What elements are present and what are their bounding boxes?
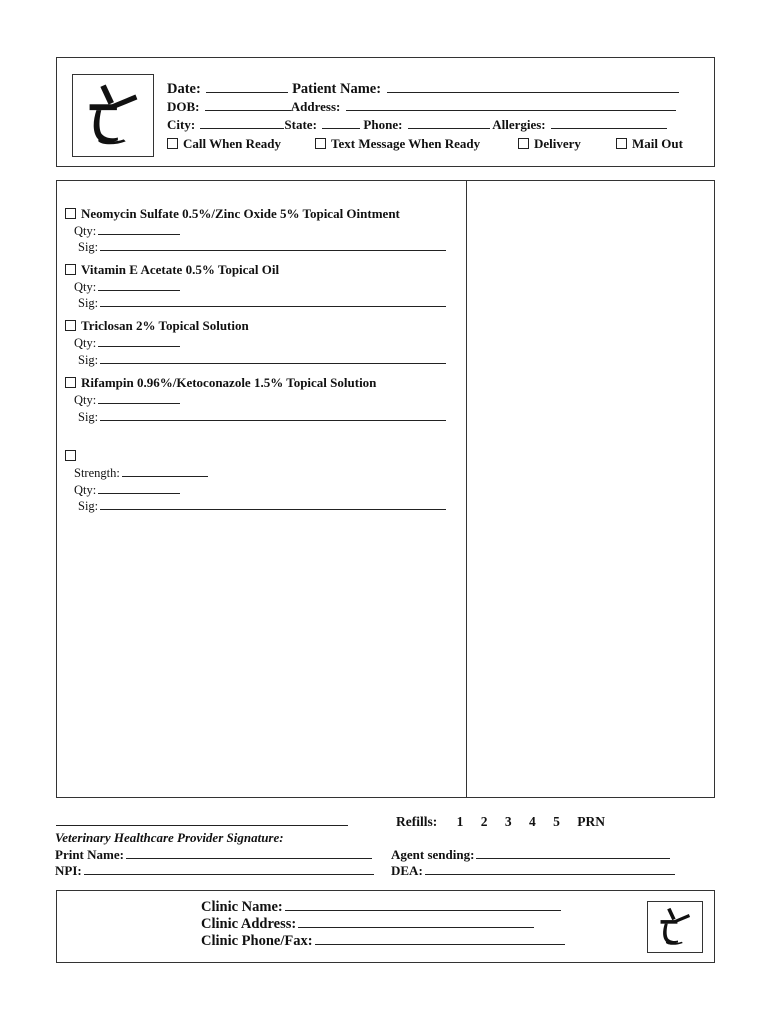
qty-field[interactable]: [98, 392, 180, 404]
allergies-field[interactable]: [551, 117, 667, 129]
phone-field[interactable]: [408, 117, 490, 129]
header-row-2: [167, 99, 676, 115]
refill-option-1[interactable]: 1: [456, 814, 464, 829]
refill-option-4[interactable]: 4: [529, 814, 536, 829]
refill-option-prn[interactable]: PRN: [577, 814, 605, 829]
dob-field[interactable]: [205, 99, 291, 111]
state-label: State:: [284, 117, 317, 132]
qty-field[interactable]: [98, 223, 180, 235]
signature-label: Veterinary Healthcare Provider Signature:: [55, 830, 284, 845]
phone-label: Phone:: [363, 117, 403, 132]
sig-field[interactable]: [100, 352, 446, 364]
rx-custom-item[interactable]: [65, 448, 81, 464]
contact-option-text[interactable]: [315, 136, 480, 152]
clinic-address-label: Clinic Address:: [201, 916, 297, 932]
agent-sending-label: Agent sending:: [391, 847, 475, 862]
rx-item-4-qty: [74, 392, 180, 408]
rx-item-3-qty: [74, 335, 180, 351]
sig-label: Sig:: [78, 410, 99, 424]
pharmacy-logo: [72, 74, 154, 157]
sig-label: Sig:: [78, 353, 99, 367]
sig-field[interactable]: [100, 409, 446, 421]
rx-item-1-sig: [78, 239, 446, 255]
rx-item-3-name: Triclosan 2% Topical Solution: [81, 318, 249, 333]
rx-custom-checkbox[interactable]: [65, 450, 76, 461]
delivery-label: Delivery: [534, 136, 581, 151]
strength-field[interactable]: [122, 465, 208, 477]
mail-out-checkbox[interactable]: [616, 138, 627, 149]
npi-label: NPI:: [55, 863, 82, 878]
npi-row: [55, 863, 374, 879]
rx-item-2-name: Vitamin E Acetate 0.5% Topical Oil: [81, 262, 280, 277]
rx-item-3-sig: [78, 352, 446, 368]
qty-label: Qty:: [74, 280, 97, 294]
qty-field[interactable]: [98, 279, 180, 291]
mail-out-label: Mail Out: [632, 136, 683, 151]
contact-option-mail[interactable]: [616, 136, 683, 152]
strength-label: Strength:: [74, 466, 120, 480]
dea-label: DEA:: [391, 863, 423, 878]
dea-field[interactable]: [425, 863, 675, 875]
rx-item-3[interactable]: [65, 318, 249, 334]
delivery-checkbox[interactable]: [518, 138, 529, 149]
refills-row: [396, 814, 605, 830]
rx-custom-strength: [74, 465, 208, 481]
date-field[interactable]: [206, 81, 288, 93]
header-row-3: [167, 117, 667, 133]
sig-field[interactable]: [100, 239, 446, 251]
city-label: City:: [167, 117, 196, 132]
rx-item-1[interactable]: [65, 206, 400, 222]
text-message-checkbox[interactable]: [315, 138, 326, 149]
qty-label: Qty:: [74, 224, 97, 238]
rx-item-1-checkbox[interactable]: [65, 208, 76, 219]
sig-label: Sig:: [78, 499, 99, 513]
sig-label: Sig:: [78, 240, 99, 254]
sig-label: Sig:: [78, 296, 99, 310]
qty-field[interactable]: [98, 335, 180, 347]
state-field[interactable]: [322, 117, 360, 129]
clinic-logo: [647, 901, 703, 953]
patient-name-field[interactable]: [387, 81, 679, 93]
call-when-ready-checkbox[interactable]: [167, 138, 178, 149]
mortar-pestle-icon: [73, 75, 153, 156]
clinic-phone-field[interactable]: [315, 933, 565, 945]
rx-custom-qty: [74, 482, 180, 498]
allergies-label: Allergies:: [492, 117, 546, 132]
contact-option-delivery[interactable]: [518, 136, 581, 152]
date-label: Date:: [167, 81, 201, 97]
npi-field[interactable]: [84, 863, 374, 875]
patient-name-label: Patient Name:: [292, 81, 382, 97]
clinic-phone-row: [201, 933, 565, 950]
clinic-address-row: [201, 916, 534, 933]
rx-custom-sig: [78, 498, 446, 514]
qty-label: Qty:: [74, 393, 97, 407]
clinic-name-field[interactable]: [285, 899, 561, 911]
rx-item-2-checkbox[interactable]: [65, 264, 76, 275]
signature-line[interactable]: [56, 825, 348, 826]
refill-option-2[interactable]: 2: [480, 814, 488, 829]
print-name-field[interactable]: [126, 847, 372, 859]
qty-field[interactable]: [98, 482, 180, 494]
call-when-ready-label: Call When Ready: [183, 136, 281, 151]
dob-label: DOB:: [167, 99, 200, 114]
text-message-label: Text Message When Ready: [331, 136, 481, 151]
clinic-phone-label: Clinic Phone/Fax:: [201, 933, 313, 949]
rx-column-divider: [466, 180, 467, 798]
header-row-1: [167, 81, 679, 98]
rx-item-3-checkbox[interactable]: [65, 320, 76, 331]
print-name-label: Print Name:: [55, 847, 124, 862]
rx-item-4-checkbox[interactable]: [65, 377, 76, 388]
contact-option-call[interactable]: [167, 136, 281, 152]
rx-item-4-sig: [78, 409, 446, 425]
print-name-row: [55, 847, 372, 863]
agent-sending-field[interactable]: [476, 847, 670, 859]
rx-item-4[interactable]: [65, 375, 376, 391]
rx-item-1-name: Neomycin Sulfate 0.5%/Zinc Oxide 5% Topical Ointment: [81, 206, 400, 221]
qty-label: Qty:: [74, 483, 97, 497]
address-label: Address:: [290, 99, 341, 114]
rx-item-2-qty: [74, 279, 180, 295]
city-field[interactable]: [200, 117, 284, 129]
mortar-pestle-icon: [648, 902, 702, 952]
sig-field[interactable]: [100, 498, 446, 510]
qty-label: Qty:: [74, 336, 97, 350]
address-field[interactable]: [346, 99, 676, 111]
rx-item-2[interactable]: [65, 262, 279, 278]
sig-field[interactable]: [100, 295, 446, 307]
clinic-name-label: Clinic Name:: [201, 899, 283, 915]
refill-option-3[interactable]: 3: [504, 814, 512, 829]
refills-label: Refills:: [396, 814, 438, 829]
dea-row: [391, 863, 675, 879]
rx-item-2-sig: [78, 295, 446, 311]
clinic-address-field[interactable]: [298, 916, 534, 928]
rx-item-1-qty: [74, 223, 180, 239]
clinic-name-row: [201, 899, 561, 916]
rx-item-4-name: Rifampin 0.96%/Ketoconazole 1.5% Topical Solution: [81, 375, 377, 390]
refill-option-5[interactable]: 5: [553, 814, 560, 829]
agent-sending-row: [391, 847, 670, 863]
